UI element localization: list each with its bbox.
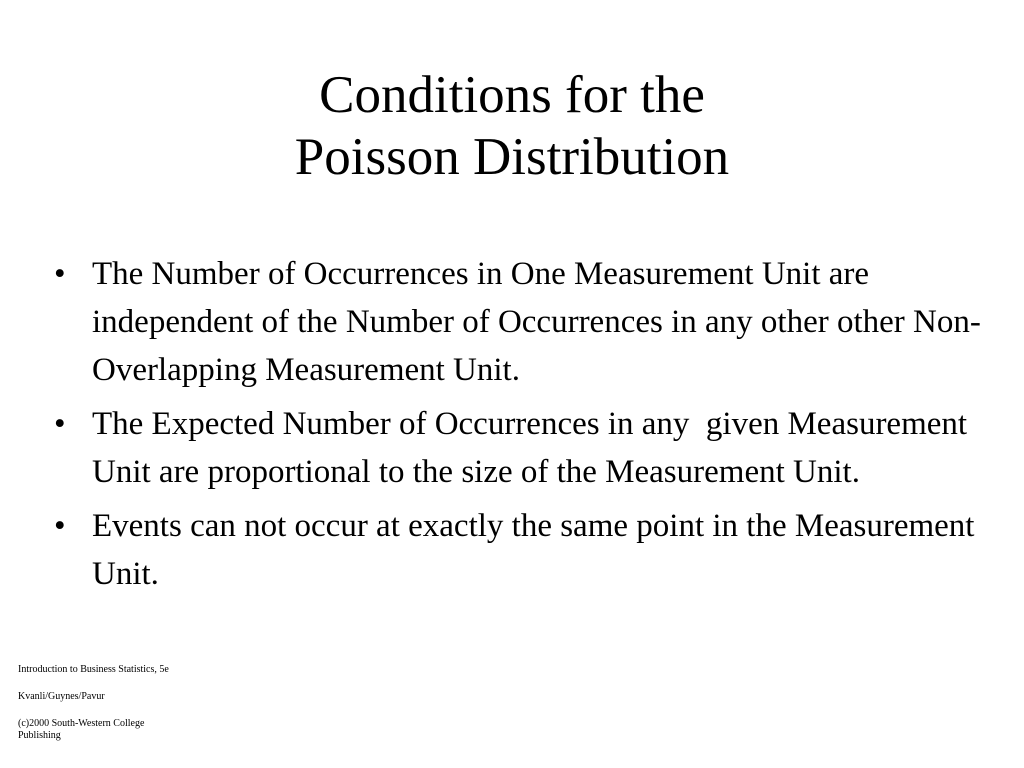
footer-copyright-line-1: (c)2000 South-Western College xyxy=(18,718,145,729)
slide-title xyxy=(0,64,1024,188)
bullet-icon: • xyxy=(54,406,66,442)
bullet-item xyxy=(54,250,984,394)
bullet-text: The Expected Number of Occurrences in any given Measurement Unit are proportional to the size of the Measurement Unit. xyxy=(92,406,976,490)
slide-title-line-2: Poisson Distribution xyxy=(294,128,730,186)
footer-book-title: Introduction to Business Statistics, 5e xyxy=(18,664,169,675)
bullet-list xyxy=(54,250,984,604)
footer-copyright xyxy=(18,718,218,742)
slide-title-line-1: Conditions for the xyxy=(319,66,705,124)
bullet-item xyxy=(54,400,984,496)
bullet-icon: • xyxy=(54,256,66,292)
bullet-item xyxy=(54,502,984,598)
footer-authors: Kvanli/Guynes/Pavur xyxy=(18,691,105,702)
slide-footer xyxy=(18,664,218,742)
bullet-icon: • xyxy=(54,508,66,544)
bullet-text: Events can not occur at exactly the same point in the Measurement Unit. xyxy=(92,508,983,592)
bullet-text: The Number of Occurrences in One Measurement Unit are independent of the Number of Occurrences in any other other Non-Overlapping Measurement Unit. xyxy=(92,256,981,388)
footer-copyright-line-2: Publishing xyxy=(18,730,61,741)
